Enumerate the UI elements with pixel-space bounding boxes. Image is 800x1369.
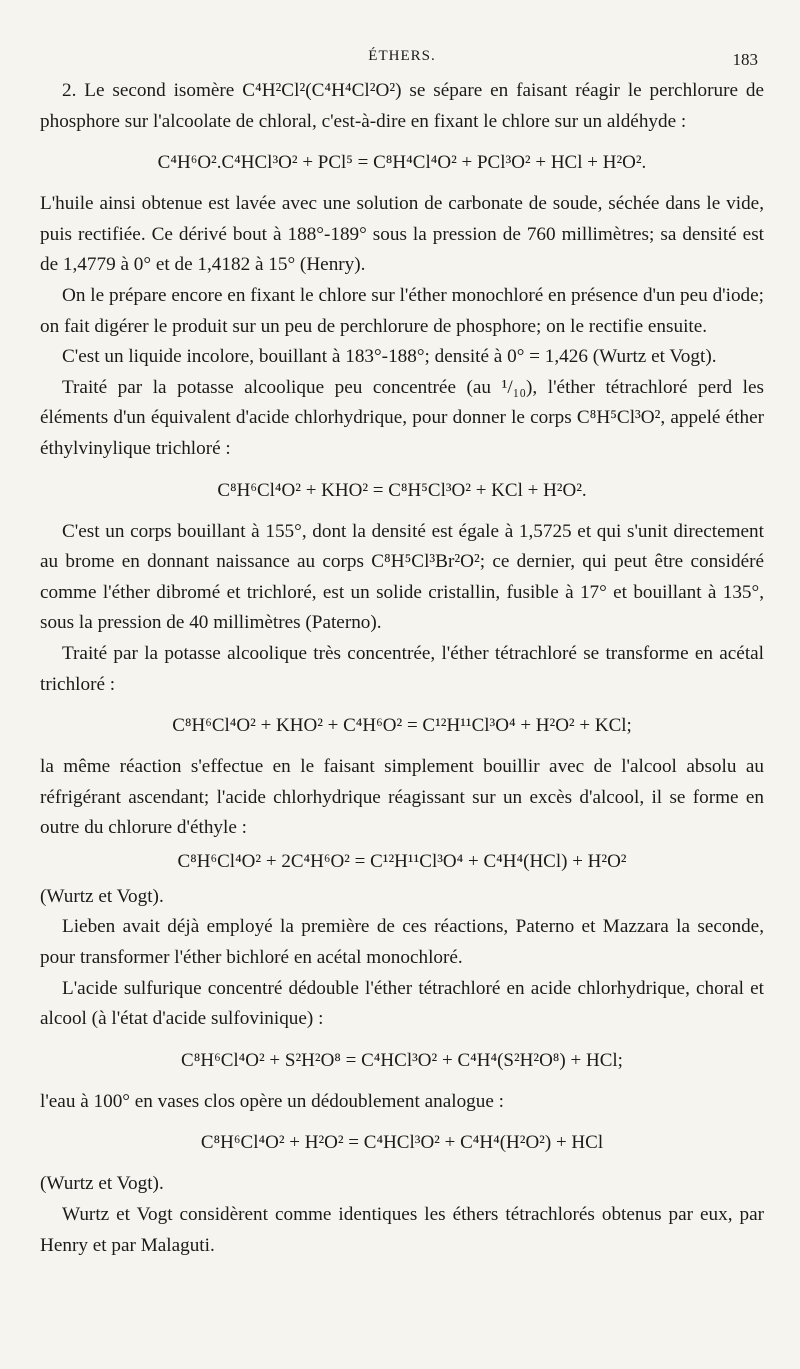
paragraph: C'est un corps bouillant à 155°, dont la densité est égale à 1,5725 et qui s'unit directement au brome en donnant naissance au corps C⁸H⁵Cl³Br²O²; ce dernier, qui peut être considéré comme l'éther dibromé et trichloré, est un solide cristallin, fusible à 17° et bouillant à 135°, sous la pression de 40 millimètres (Paterno). [40, 520, 764, 634]
formula: C⁸H⁶Cl⁴O² + KHO² + C⁴H⁶O² = C¹²H¹¹Cl³O⁴ + H²O² + KCl; [172, 715, 632, 737]
paragraph: Wurtz et Vogt considèrent comme identiques les éthers tétrachlorés obtenus par eux, par Henry et par Malaguti. [40, 1204, 764, 1256]
running-head [40, 36, 764, 76]
formula: C⁴H⁶O².C⁴HCl³O² + PCl⁵ = C⁸H⁴Cl⁴O² + PCl³O² + HCl + H²O². [157, 152, 647, 174]
paragraph: (Wurtz et Vogt). [40, 1173, 164, 1195]
paragraph: Traité par la potasse alcoolique peu concentrée (au ¹/₁₀), l'éther tétrachloré perd les éléments d'un équivalent d'acide chlorhydrique, pour donner le corps C⁸H⁵Cl³O², appelé éther éthylvinylique trichloré : [40, 376, 764, 459]
paragraph: l'eau à 100° en vases clos opère un dédoublement analogue : [40, 1090, 505, 1112]
paragraph: Traité par la potasse alcoolique très concentrée, l'éther tétrachloré se transforme en acétal trichloré : [40, 642, 764, 695]
body-text [40, 76, 764, 1261]
paragraph: (Wurtz et Vogt). [40, 885, 164, 907]
paragraph: C'est un liquide incolore, bouillant à 183°-188°; densité à 0° = 1,426 (Wurtz et Vogt). [62, 346, 717, 368]
formula: C⁸H⁶Cl⁴O² + KHO² = C⁸H⁵Cl³O² + KCl + H²O². [217, 479, 587, 501]
running-title: ÉTHERS. [368, 48, 436, 64]
paragraph: 2. Le second isomère C⁴H²Cl²(C⁴H⁴Cl²O²) se sépare en faisant réagir le perchlorure de phosphore sur l'alcoolate de chloral, c'est-à-dire en fixant le chlore sur un aldéhyde : [40, 80, 764, 132]
paragraph: la même réaction s'effectue en le faisant simplement bouillir avec de l'alcool absolu au réfrigérant ascendant; l'acide chlorhydrique réagissant sur un excès d'alcool, il se forme en outre du chlorure d'éthyle : [40, 756, 764, 839]
formula: C⁸H⁶Cl⁴O² + 2C⁴H⁶O² = C¹²H¹¹Cl³O⁴ + C⁴H⁴(HCl) + H²O² [177, 850, 627, 872]
paragraph: L'acide sulfurique concentré dédouble l'éther tétrachloré en acide chlorhydrique, choral et alcool (à l'état d'acide sulfovinique) : [40, 977, 764, 1030]
paragraph: Lieben avait déjà employé la première de ces réactions, Paterno et Mazzara la seconde, pour transformer l'éther bichloré en acétal monochloré. [40, 916, 764, 969]
formula: C⁸H⁶Cl⁴O² + H²O² = C⁴HCl³O² + C⁴H⁴(H²O²) + HCl [200, 1132, 604, 1154]
paragraph: On le prépare encore en fixant le chlore sur l'éther monochloré en présence d'un peu d'iode; on fait digérer le produit sur un peu de perchlorure de phosphore; on le rectifie ensuite. [40, 284, 764, 337]
page-number: 183 [732, 50, 758, 69]
formula: C⁸H⁶Cl⁴O² + S²H²O⁸ = C⁴HCl³O² + C⁴H⁴(S²H²O⁸) + HCl; [181, 1049, 623, 1071]
paragraph: L'huile ainsi obtenue est lavée avec une solution de carbonate de soude, séchée dans le vide, puis rectifiée. Ce dérivé bout à 188°-189° sous la pression de 760 millimètres; sa densité est de 1,4779 à 0° et de 1,4182 à 15° (Henry). [40, 193, 764, 276]
